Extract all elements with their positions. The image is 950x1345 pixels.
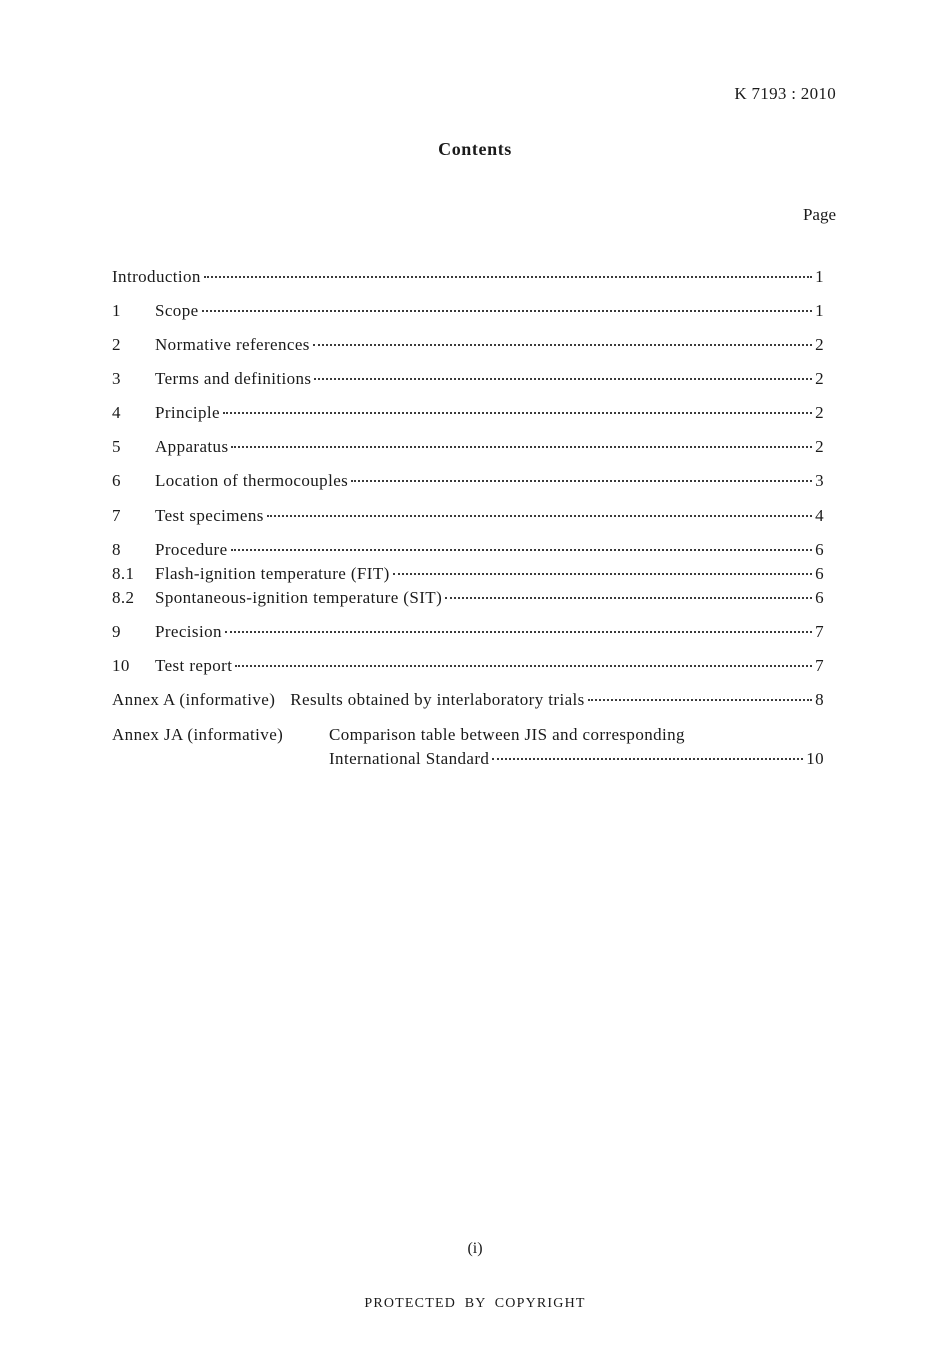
dot-leader — [314, 377, 812, 380]
toc-entry-title: Test report — [155, 656, 233, 675]
dot-leader — [223, 411, 812, 414]
dot-leader — [231, 445, 812, 448]
toc-entry-page: 7 — [815, 656, 824, 675]
dot-leader — [492, 757, 803, 760]
toc-entry-flash-ignition-temperature[interactable] — [112, 563, 824, 585]
dot-leader — [313, 343, 812, 346]
dot-leader — [393, 572, 812, 575]
toc-entry-page: 3 — [815, 471, 824, 490]
toc-entry-page: 2 — [815, 369, 824, 388]
dot-leader — [235, 664, 812, 667]
toc-entry-procedure[interactable] — [112, 539, 824, 561]
toc-entry-number: 3 — [112, 369, 121, 388]
toc-entry-test-report[interactable] — [112, 655, 824, 677]
page-number: (i) — [467, 1240, 483, 1257]
toc-entry-number: 8 — [112, 540, 121, 559]
toc-entry-number: 8.2 — [112, 588, 135, 607]
toc-entry-introduction[interactable] — [112, 266, 824, 288]
toc-entry-number: 2 — [112, 335, 121, 354]
toc-entry-test-specimens[interactable] — [112, 505, 824, 527]
toc-entry-title-continued: International Standard — [329, 749, 490, 768]
toc-entry-number: 7 — [112, 506, 121, 525]
dot-leader — [231, 548, 813, 551]
toc-entry-page: 7 — [815, 622, 824, 641]
dot-leader — [267, 514, 812, 517]
toc-entry-page: 6 — [815, 564, 824, 583]
annex-label: Annex A (informative) — [112, 690, 276, 709]
toc-entry-title: Spontaneous-ignition temperature (SIT) — [155, 588, 443, 607]
toc-entry-number: 8.1 — [112, 564, 135, 583]
toc-entry-title: Scope — [155, 301, 199, 320]
toc-entry-annex-a[interactable] — [112, 689, 824, 711]
copyright-notice: PROTECTED BY COPYRIGHT — [364, 1296, 586, 1311]
annex-label: Annex JA (informative) — [112, 725, 284, 744]
dot-leader — [225, 630, 812, 633]
toc-entry-scope[interactable] — [112, 300, 824, 322]
toc-entry-title: Flash-ignition temperature (FIT) — [155, 564, 390, 583]
toc-entry-spontaneous-ignition-temperature[interactable] — [112, 587, 824, 609]
toc-entry-number: 4 — [112, 403, 121, 422]
toc-entry-normative-references[interactable] — [112, 334, 824, 356]
annex-ja-title-line-1 — [329, 724, 824, 746]
toc-entry-title: Procedure — [155, 540, 228, 559]
dot-leader — [445, 596, 812, 599]
toc-entry-number: 9 — [112, 622, 121, 641]
toc-entry-apparatus[interactable] — [112, 436, 824, 458]
toc-entry-page: 2 — [815, 403, 824, 422]
toc-entry-page: 2 — [815, 437, 824, 456]
toc-entry-page: 2 — [815, 335, 824, 354]
toc-entry-page: 10 — [806, 749, 824, 768]
toc-entry-title: Principle — [155, 403, 220, 422]
toc-entry-page: 1 — [815, 301, 824, 320]
toc-entry-page: 6 — [815, 588, 824, 607]
toc-entry-page: 8 — [815, 690, 824, 709]
toc-entry-title: Precision — [155, 622, 222, 641]
document-code: K 7193 : 2010 — [734, 84, 836, 103]
page-column-label: Page — [802, 205, 836, 224]
toc-entry-page: 1 — [815, 267, 824, 286]
contents-heading: Contents — [438, 139, 512, 159]
toc-entry-precision[interactable] — [112, 621, 824, 643]
toc-entry-title: Results obtained by interlaboratory trials — [290, 690, 585, 709]
toc-entry-number: 6 — [112, 471, 121, 490]
dot-leader — [202, 309, 813, 312]
toc-entry-title: Apparatus — [155, 437, 229, 456]
toc-entry-page: 6 — [815, 540, 824, 559]
toc-entry-location-of-thermocouples[interactable] — [112, 470, 824, 492]
toc-entry-title: Terms and definitions — [155, 369, 312, 388]
dot-leader — [351, 479, 812, 482]
toc-entry-title: Location of thermocouples — [155, 471, 349, 490]
dot-leader — [204, 275, 812, 278]
toc-entry-number: 1 — [112, 301, 121, 320]
toc-entry-title: Normative references — [155, 335, 310, 354]
dot-leader — [588, 698, 812, 701]
toc-entry-title: Comparison table between JIS and corresponding — [329, 725, 685, 744]
annex-ja-title-line-2[interactable] — [329, 748, 824, 770]
toc-entry-title: Introduction — [112, 267, 201, 286]
toc-entry-terms-and-definitions[interactable] — [112, 368, 824, 390]
toc-entry-title: Test specimens — [155, 506, 264, 525]
toc-entry-number: 5 — [112, 437, 121, 456]
toc-entry-page: 4 — [815, 506, 824, 525]
toc-entry-number: 10 — [112, 656, 130, 675]
toc-entry-principle[interactable] — [112, 402, 824, 424]
